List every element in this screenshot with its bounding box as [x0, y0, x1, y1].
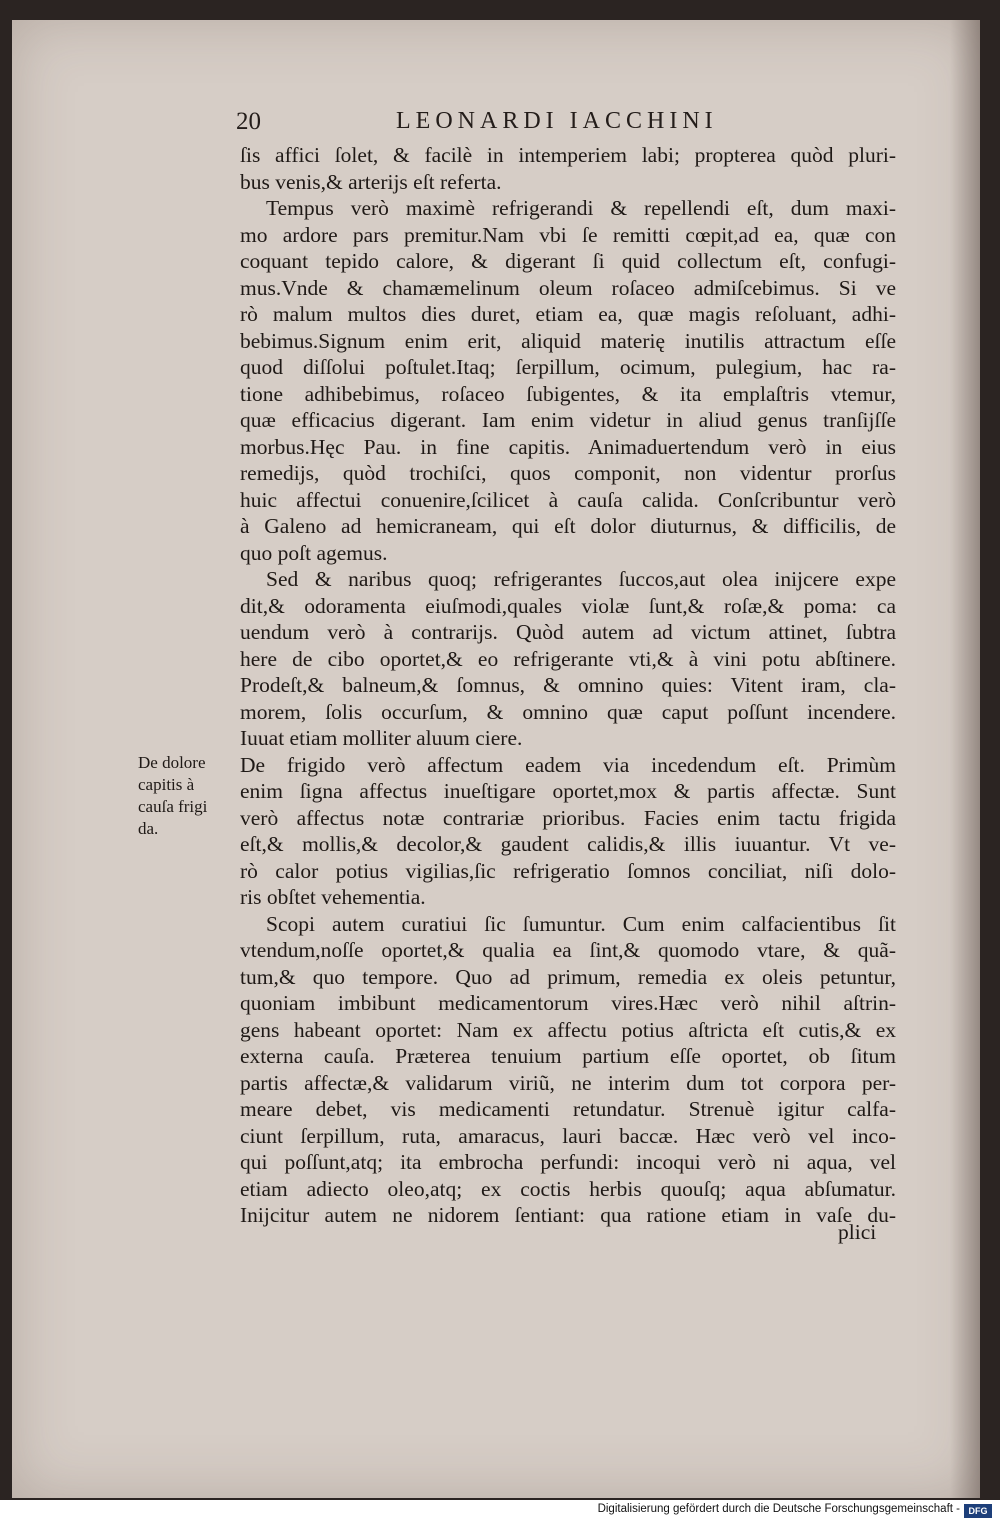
text-line: Tempus verò maximè refrigerandi & repellendi eſt, dum maxi-	[266, 196, 896, 220]
text-line: Sed & naribus quoq; refrigerantes ſuccos,aut olea inijcere expe	[266, 567, 896, 591]
text-line: Prodeſt,& balneum,& ſomnus, & omnino quies: Vitent iram, cla-	[240, 673, 896, 697]
gutter-shadow	[950, 20, 980, 1498]
text-line: bebimus.Signum enim erit, aliquid materię inutilis attractum eſſe	[240, 328, 896, 353]
text-line: ciunt ſerpillum, ruta, amaracus, lauri baccæ. Hæc verò vel inco-	[240, 1123, 896, 1148]
text-line: coquant tepido calore, & digerant ſi quid collectum eſt, confugi-	[240, 249, 896, 273]
footer-bar	[0, 1500, 1000, 1523]
text-line: morem, ſolis occurſum, & omnino quæ caput poſſunt incendere.	[240, 699, 896, 724]
text-line: mus.Vnde & chamæmelinum oleum roſaceo admiſcebimus. Si ve	[240, 275, 896, 300]
text-line: à Galeno ad hemicraneam, qui eſt dolor diuturnus, & difficilis, de	[240, 514, 896, 538]
marginal-line: da.	[138, 819, 159, 838]
text-line: morbus.Hęc Pau. in fine capitis. Animaduertendum verò in eius	[240, 434, 896, 459]
text-line: ris obſtet vehementia.	[240, 885, 426, 909]
text-line: verò affectus notæ contrariæ prioribus. Facies enim tactu frigida	[240, 805, 896, 830]
funding-credit: Digitalisierung gefördert durch die Deutsche Forschungsgemeinschaft -	[597, 1503, 960, 1515]
text-line: bus venis,& arterijs eſt referta.	[240, 169, 502, 194]
text-line: rò calor potius vigilias,ſic refrigeratio ſomnos conciliat, niſi dolo-	[240, 858, 896, 883]
text-line: uendum verò à contrarijs. Quòd autem ad victum attinet, ſubtra	[240, 620, 896, 644]
text-line: Scopi autem curatiui ſic ſumuntur. Cum enim calfacientibus ſit	[266, 911, 896, 936]
text-line: meare debet, vis medicamenti retundatur. Strenuè igitur calfa-	[240, 1097, 896, 1121]
page-number: 20	[236, 108, 261, 135]
marginal-line: cauſa frigi	[138, 797, 208, 816]
body-text	[240, 142, 896, 1229]
text-line: partis affectæ,& validarum viriũ, ne interim dum tot corpora per-	[240, 1070, 896, 1095]
marginal-line: capitis à	[138, 775, 195, 794]
text-line: ſis affici ſolet, & facilè in intemperiem labi; propterea quòd pluri-	[240, 143, 896, 167]
text-line: here de cibo oportet,& eo refrigerante vti,& à vini potu abſtinere.	[240, 646, 896, 671]
text-line: qui poſſunt,atq; ita embrocha perfundi: incoqui verò ni aqua, vel	[240, 1150, 896, 1174]
running-title: LEONARDI IACCHINI	[396, 108, 718, 134]
text-line: quod diſſolui poſtulet.Itaq; ſerpillum, ocimum, pulegium, hac ra-	[240, 355, 896, 379]
text-line: rò malum multos dies duret, etiam ea, quæ magis reſoluant, adhi-	[240, 302, 896, 326]
text-line: quo poſt agemus.	[240, 540, 388, 565]
text-line: vtendum,noſſe oportet,& qualia ea ſint,& quomodo vtare, & quã-	[240, 938, 896, 962]
text-line: remedijs, quòd trochiſci, quos componit, non videntur prorſus	[240, 461, 896, 485]
text-line: huic affectui conuenire,ſcilicet à cauſa calida. Conſcribuntur verò	[240, 487, 896, 512]
text-line: eſt,& mollis,& decolor,& gaudent calidis,& illis iuuantur. Vt ve-	[240, 832, 896, 856]
text-line: etiam adiecto oleo,atq; ex coctis herbis quouſq; aqua abſumatur.	[240, 1176, 896, 1201]
text-line: Iuuat etiam molliter aluum ciere.	[240, 726, 523, 750]
text-line: quæ efficacius digerant. Iam enim videtur in aliud genus tranſijſſe	[240, 408, 896, 432]
text-line: De frigido verò affectum eadem via incedendum eſt. Primùm	[240, 752, 896, 777]
text-line: Inijcitur autem ne nidorem ſentiant: qua ratione etiam in vaſe du-	[240, 1203, 896, 1227]
text-line: dit,& odoramenta eiuſmodi,quales violæ ſunt,& roſæ,& poma: ca	[240, 593, 896, 618]
text-line: mo ardore pars premitur.Nam vbi ſe remitti cœpit,ad ea, quæ con	[240, 222, 896, 247]
marginal-line: De dolore	[138, 753, 206, 772]
dfg-logo: DFG	[964, 1504, 992, 1518]
catchword: plici	[838, 1220, 877, 1244]
text-line: enim ſigna affectus inueſtigare oportet,mox & partis affectæ. Sunt	[240, 779, 896, 803]
marginal-note	[138, 752, 238, 840]
text-line: quoniam imbibunt medicamentorum vires.Hæc verò nihil aſtrin-	[240, 991, 896, 1015]
text-line: externa cauſa. Præterea tenuium partium eſſe oportet, ob ſitum	[240, 1044, 896, 1068]
text-line: tione adhibebimus, roſaceo ſubigentes, & ita emplaſtris vtemur,	[240, 381, 896, 406]
text-line: gens habeant oportet: Nam ex affectu potius aſtricta eſt cutis,& ex	[240, 1017, 896, 1042]
text-line: tum,& quo tempore. Quo ad primum, remedia ex oleis petuntur,	[240, 964, 896, 989]
running-head	[236, 108, 896, 142]
